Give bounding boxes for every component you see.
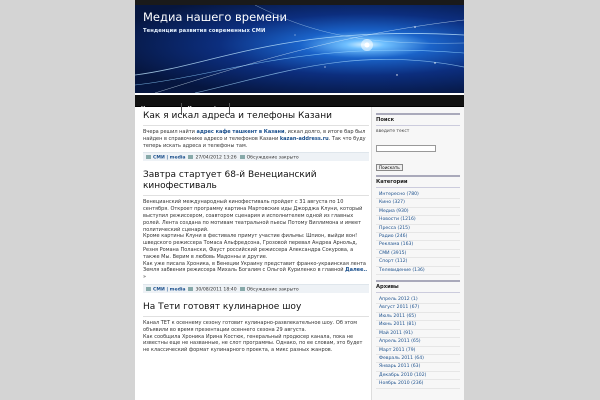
post-text: Как уже писала Хроника, в Венеции Украину представит франко-украинская лента Земля забвения режиссера Михаль Богалим с Ольгой Куриленко в главной [143, 260, 366, 274]
post-meta [143, 284, 369, 293]
category-link[interactable]: СМИ (3915) [379, 250, 407, 256]
archive-link[interactable]: Февраль 2011 (64) [379, 355, 424, 361]
post-text: . Так что буду теперь искать адреса и телефоны там. [143, 135, 366, 149]
list-item [376, 338, 460, 346]
category-link[interactable]: Кино (327) [379, 200, 405, 206]
post-paragraph: Венецианский международный кинофестиваль пройдет с 31 августа по 10 сентября. Откроет программу картина Мартовские иды Джорджа Клуни, который выступил режиссером, соавтором сценария и исполнителем одной из главных ролей. Лента создана по мотивам театральной пьесы Потому Виллимона и имеет политический сценарий. [143, 199, 363, 233]
list-item [376, 216, 460, 224]
list-item [376, 296, 460, 304]
list-item [376, 355, 460, 363]
category-link[interactable]: Интересно (780) [379, 192, 419, 197]
post-link[interactable]: адрес кафе ташкент в Казани [196, 129, 285, 135]
list-item [376, 313, 460, 321]
list-item [376, 267, 460, 275]
category-link[interactable]: Медиа (930) [379, 208, 409, 214]
post-text: Вчера решил найти [143, 129, 197, 135]
site-title[interactable]: Медиа нашего времени [143, 10, 287, 24]
category-link[interactable]: Пресса (215) [379, 225, 410, 231]
comment-icon [240, 287, 245, 291]
archive-link[interactable]: Июнь 2011 (81) [379, 322, 417, 328]
site-description: Тенденции развития современных СМИ [143, 28, 266, 34]
post-tags[interactable]: СМИ | media [153, 155, 186, 161]
post-title[interactable]: На Тети готовят кулинарное шоу [143, 302, 369, 317]
post-comments: Обсуждение закрыто [246, 155, 299, 161]
category-link[interactable]: Спорт (112) [379, 259, 408, 265]
page-container [135, 0, 464, 400]
comment-icon [240, 155, 245, 159]
list-item [376, 380, 460, 388]
main-nav [135, 95, 464, 112]
list-item [376, 330, 460, 338]
archive-link[interactable]: Март 2011 (79) [379, 347, 416, 353]
post-text: , искал долго, в итоге бар был найден в справочнике адресо и телефонов Казани [143, 129, 366, 142]
categories-list [376, 191, 460, 275]
archive-link[interactable]: Январь 2011 (63) [379, 364, 421, 370]
folder-icon [146, 287, 151, 291]
archive-link[interactable]: Апрель 2011 (65) [379, 339, 421, 345]
search-button[interactable]: Поискать [376, 164, 403, 171]
post-paragraph: Канал ТЕТ к осеннему сезону готовит кулинарно-развлекательное шоу. Об этом объявили во время презентации осеннего сезона 29 августа. [143, 319, 357, 333]
post-date: 27/04/2012 13:26 [195, 155, 237, 161]
list-item [376, 258, 460, 266]
archives-list [376, 296, 460, 388]
post-paragraph: Как уже писала Хроника, в Венеции Украину представит франко-украинская лента Земля забвения режиссера Михаль Богалим с Ольгой Куриленко в главной Далее.. » [143, 260, 368, 281]
list-item [376, 363, 460, 371]
calendar-icon [188, 155, 193, 159]
archive-link[interactable]: Июль 2011 (65) [379, 313, 416, 319]
list-item [376, 191, 460, 199]
main-content [143, 111, 369, 363]
archive-link[interactable]: Май 2011 (91) [379, 330, 413, 336]
sidebar [371, 107, 464, 400]
post-comments: Обсуждение закрыто [246, 287, 299, 293]
site-header [135, 5, 464, 93]
archive-link[interactable]: Ноябрь 2010 (236) [379, 381, 424, 387]
post [143, 111, 369, 161]
nav-home[interactable]: На главную [135, 103, 182, 115]
archive-link[interactable]: Август 2011 (67) [379, 305, 420, 311]
search-input[interactable] [376, 145, 436, 152]
list-item [376, 208, 460, 216]
post [143, 302, 369, 354]
list-item [376, 304, 460, 312]
categories-title: Категории [376, 175, 460, 188]
post-title[interactable]: Как я искал адреса и телефоны Казани [143, 111, 369, 126]
category-link[interactable]: Телевидение (136) [379, 267, 425, 273]
category-link[interactable]: Реклама (163) [379, 242, 414, 248]
read-more-link[interactable]: Далее.. [345, 267, 368, 274]
nav-sitemap[interactable]: Карта сайта [182, 103, 230, 115]
post-link[interactable]: kazan-address.ru [279, 135, 329, 142]
post-paragraph: Как сообщила Хроника Ирина Костюк, генеральный продюсер канала, пока не известны еще не названные, не слот программы. Однако, по ее словам, это будет не классический формат кулинарного проекта, а микс разных жанров. [143, 333, 363, 354]
archive-link[interactable]: Декабрь 2010 (102) [379, 372, 427, 378]
list-item [376, 241, 460, 249]
post [143, 170, 369, 293]
list-item [376, 199, 460, 207]
archive-link[interactable]: Апрель 2012 (1) [379, 297, 418, 303]
archives-title: Архивы [376, 280, 460, 293]
post-tags[interactable]: СМИ | media [153, 287, 186, 293]
post-paragraph: Кроме картины Клуни в фестивале примут участие фильмы: Шпион, выйди вон! шведского режиссера Томаса Альфредсона, Грозовой перевал Андреа Арнольд, Резня Романа Полански, Фауст российский режиссера Александра Сокурова, а также Мы. Верим в любовь Мадонны и другие. [143, 233, 358, 260]
search-label: введите текст [376, 129, 410, 134]
post-title[interactable]: Завтра стартует 68-й Венецианский кинофестиваль [143, 170, 369, 196]
category-link[interactable]: Радио (246) [379, 234, 408, 240]
post-date: 30/08/2011 18:40 [195, 287, 237, 293]
list-item [376, 321, 460, 329]
folder-icon [146, 155, 151, 159]
list-item [376, 225, 460, 233]
list-item [376, 347, 460, 355]
list-item [376, 372, 460, 380]
search-widget-title: Поиск [376, 113, 460, 126]
category-link[interactable]: Новости (1216) [379, 217, 416, 223]
post-body [143, 129, 369, 149]
calendar-icon [188, 287, 193, 291]
post-meta [143, 152, 369, 161]
list-item [376, 250, 460, 258]
list-item [376, 233, 460, 241]
